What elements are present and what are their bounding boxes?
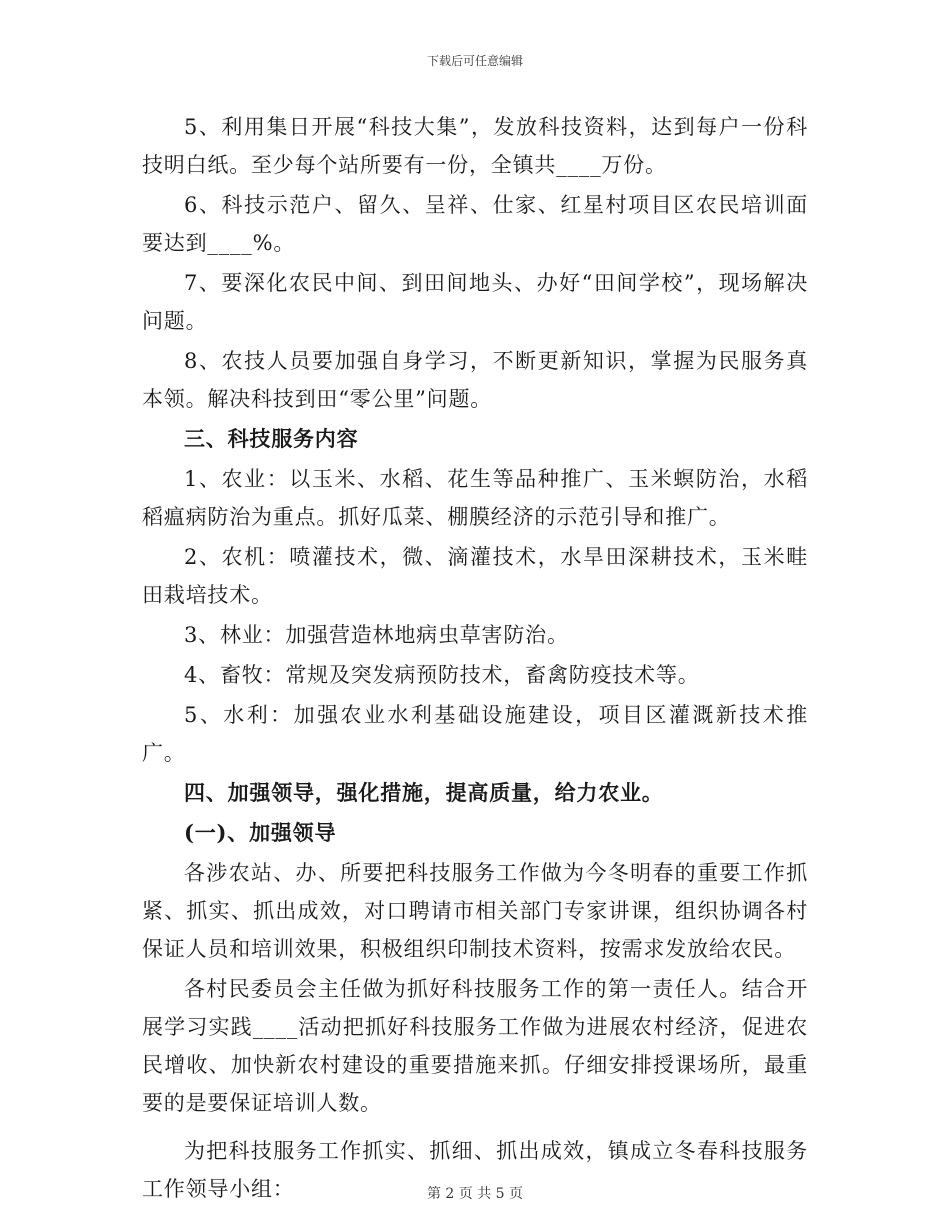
paragraph-item-7-field-school: 7、要深化农民中间、到田间地头、办好“田间学校”，现场解决问题。 [142,271,808,333]
paragraph-village-committee: 各村民委员会主任做为抓好科技服务工作的第一责任人。结合开展学习实践____活动把抓好科技服务工作做为进展农村经济，促进农民增收、加快新农村建设的重要措施来抓。仔细安排授课场所，最重要的是要保证培训人数。 [142,977,808,1115]
section-heading-4: 四、加强领导，强化措施，提高质量，给力农业。 [184,780,664,805]
paragraph-leading-group: 为把科技服务工作抓实、抓细、抓出成效，镇成立冬春科技服务工作领导小组： [142,1139,808,1201]
paragraph-item-8-self-study: 8、农技人员要加强自身学习，不断更新知识，掌握为民服务真本领。解决科技到田“零公里”问题。 [142,349,808,411]
document-body [142,108,808,1208]
page-footer: 第 2 页 共 5 页 [426,1186,524,1202]
paragraph-livestock: 4、畜牧：常规及突发病预防技术，畜禽防疫技术等。 [184,663,700,687]
paragraph-item-6-training-coverage: 6、科技示范户、留久、呈祥、仕家、红星村项目区农民培训面要达到____%。 [142,193,808,255]
paragraph-agri-machinery: 2、农机：喷灌技术，微、滴灌技术，水旱田深耕技术，玉米畦田栽培技术。 [142,545,808,607]
subsection-heading-1: (一)、加强领导 [184,820,337,845]
paragraph-stations-responsibility: 各涉农站、办、所要把科技服务工作做为今冬明春的重要工作抓紧、抓实、抓出成效，对口聘请市相关部门专家讲课，组织协调各村保证人员和培训效果，积极组织印制技术资料，按需求发放给农民。 [142,861,808,961]
paragraph-item-5-leaflets: 5、利用集日开展“科技大集”，发放科技资料，达到每户一份科技明白纸。至少每个站所要有一份，全镇共____万份。 [142,115,808,177]
paragraph-forestry: 3、林业：加强营造林地病虫草害防治。 [184,623,569,647]
paragraph-water-conservancy: 5、水利：加强农业水利基础设施建设，项目区灌溉新技术推广。 [142,703,808,765]
page-header: 下载后可任意编辑 [426,54,523,68]
section-heading-3: 三、科技服务内容 [184,426,359,451]
paragraph-agriculture: 1、农业：以玉米、水稻、花生等品种推广、玉米螟防治，水稻稻瘟病防治为重点。抓好瓜菜、棚膜经济的示范引导和推广。 [142,467,808,529]
